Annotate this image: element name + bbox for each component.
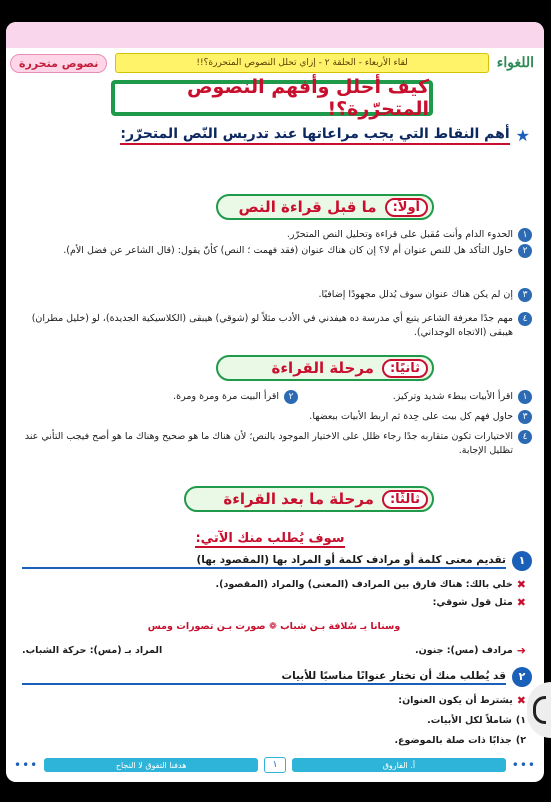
list-item: ١ اقرأ الأبيات ببطء شديد وتركيز. ٢ اقرأ البيت مرة ومرة ومرة.	[20, 390, 532, 404]
footer-dots: •••	[14, 758, 39, 772]
header	[10, 48, 540, 78]
section-tag: نصوص متحررة	[10, 54, 107, 73]
list-item: ٣ حاول فهم كل بيت على حِدة ثم اربط الأبيات ببعضها.	[20, 410, 532, 424]
top-pink-bar	[6, 22, 544, 48]
bullet-number: ٣	[518, 288, 532, 302]
key-points-heading	[120, 126, 530, 145]
bullet-number: ١	[518, 228, 532, 242]
bullet-number: ٤	[518, 430, 532, 444]
section-title: ما قبل قراءة النص	[238, 198, 377, 216]
post-reading-subheading: سوف يُطلب منك الآتي:	[195, 531, 345, 546]
list-item: ٣ إن لم يكن هناك عنوان سوف يُدلل مجهودًا إضافيًا.	[20, 288, 532, 302]
footer	[14, 754, 536, 776]
note-line: ➜ مرادف (مس): جنون. المراد بـ (مس): حركة الشباب.	[22, 644, 526, 657]
list-item: ٤ الاختيارات تكون متقاربه جدًا رجاء ظلل على الاختيار الموجود بالنص؛ لأن هناك ما هو صحيح وهناك ما هو أصح فيجب التأني عند تظليل الإجابة.	[20, 430, 532, 458]
step-number: ٢	[512, 667, 532, 687]
bullet-number: ٣	[518, 410, 532, 424]
arrow-icon: ➜	[516, 644, 526, 657]
condition-item: ٢) جذابًا ذات صلة بالموضوع.	[394, 735, 526, 746]
list-item: ٤ مهم جدًا معرفة الشاعر يتبع أي مدرسة ده هيفدني في الأدب مثلاً لو (شوقي) هيبقى (الكلاسيكية الجديدة)، لو (خليل مطران) هيبقى (الاتجاه الوجداني).	[20, 312, 532, 340]
bullet-number: ١	[518, 390, 532, 404]
footer-slogan: هدفنا التفوق لا النجاح	[44, 758, 258, 772]
key-points-text: أهم النقاط التي يجب مراعاتها عند تدريس النّص المتحرّر:	[120, 126, 509, 145]
footer-author: أ. الفاروق	[292, 758, 506, 772]
cross-mark-icon: ✖	[516, 596, 526, 609]
section-number: ثالثًا:	[382, 490, 428, 509]
page-title-box	[111, 76, 433, 120]
cross-mark-icon: ✖	[516, 578, 526, 591]
section-pre-reading	[216, 194, 434, 220]
section-reading	[216, 355, 434, 381]
step-bar	[22, 552, 532, 570]
footer-dots: •••	[511, 758, 536, 772]
bullet-number: ٢	[518, 244, 532, 258]
section-number: ثانيًا:	[382, 359, 428, 378]
document-page	[6, 22, 544, 782]
condition-item: ١) شاملاً لكل الأبيات.	[427, 715, 526, 726]
note-line: ✖ مثل قول شوقي:	[432, 596, 526, 609]
star-icon: ★	[515, 126, 530, 145]
cross-mark-icon: ✖	[516, 694, 526, 707]
note-line: ✖ خلي بالك: هناك فارق بين المرادف (المعنى) والمراد (المقصود).	[215, 578, 526, 591]
list-item: ٢ حاول التأكد هل للنص عنوان أم لا؟ إن كان هناك عنوان (فقد فهمت ؛ النص) كأنّ يقول: (قال الشاعر عن فضل الأم).	[20, 244, 532, 258]
section-post-reading	[184, 486, 434, 512]
note-line: ✖ يشترط أن يكون العنوان:	[398, 694, 526, 707]
bullet-number: ٢	[284, 390, 298, 404]
page-number: ١	[264, 757, 286, 773]
poem-verse: وسنانا يـ سُلافة بـن شباب ❁ صورت بـن تصورات ومس	[147, 621, 401, 632]
step-bar	[22, 668, 532, 686]
brand-logo: اللغواء	[496, 55, 534, 71]
section-title: مرحلة ما بعد القراءة	[223, 490, 374, 508]
step-text: قد يُطلب منك أن تختار عنوانًا مناسبًا للأبيات	[22, 670, 506, 685]
list-item: ١ الحدوء الدام وأنت مُقبل على قراءة وتحليل النص المتحرّر.	[20, 228, 532, 242]
section-number: أولاً:	[385, 198, 428, 217]
page-title: كيف أحلل وأفهم النصوص المتحرّرة؟!	[187, 76, 429, 120]
header-banner: لقاء الأربعاء - الحلقة ٢ - إزاي تحلل النصوص المتحررة؟!!	[115, 53, 488, 73]
step-text: تقديم معنى كلمة أو مرادف كلمة أو المراد بها (المقصود بها)	[22, 554, 506, 569]
bullet-number: ٤	[518, 312, 532, 326]
step-number: ١	[512, 551, 532, 571]
section-title: مرحلة القراءة	[271, 359, 374, 377]
